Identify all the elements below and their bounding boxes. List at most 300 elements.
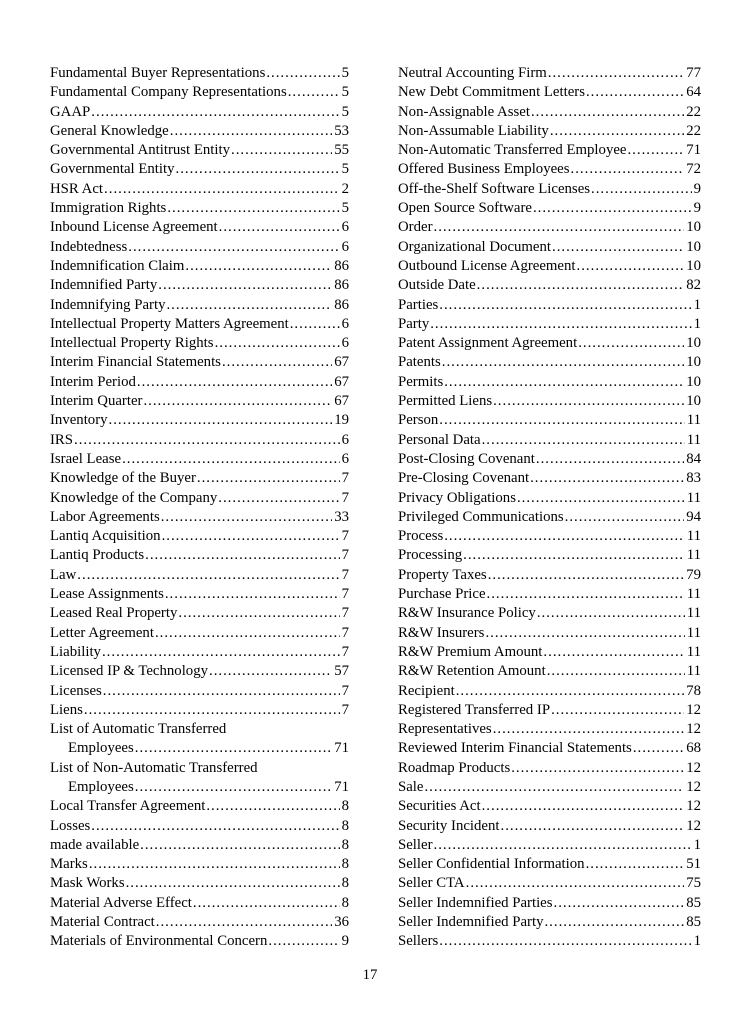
index-entry-line [50, 778, 349, 797]
dot-leader [551, 701, 684, 720]
page-ref: 22 [686, 103, 701, 120]
page-ref: 75 [686, 875, 701, 892]
page-ref: 1 [693, 315, 701, 332]
index-entry-line [50, 353, 349, 372]
index-term: Patents [398, 354, 441, 371]
index-entry [50, 141, 349, 160]
index-entry [50, 662, 349, 681]
page-ref: 10 [686, 354, 701, 371]
dot-leader [158, 276, 332, 295]
index-column-right [398, 64, 701, 952]
index-entry [50, 103, 349, 122]
page-ref: 86 [334, 296, 349, 313]
index-term: Party [398, 315, 430, 332]
dot-leader [176, 160, 340, 179]
index-term: Intellectual Property Rights [50, 335, 214, 352]
index-entry [50, 836, 349, 855]
index-entry-line [398, 894, 701, 913]
index-term: Indebtedness [50, 238, 128, 255]
index-term: Labor Agreements [50, 508, 160, 525]
dot-leader [439, 296, 691, 315]
dot-leader [511, 759, 684, 778]
index-term: Mask Works [50, 875, 125, 892]
index-entry [50, 334, 349, 353]
page-ref: 11 [686, 528, 701, 545]
index-entry-line [398, 546, 701, 565]
dot-leader [477, 276, 685, 295]
index-term: Inbound License Agreement [50, 219, 218, 236]
dot-leader [591, 180, 692, 199]
page-ref: 67 [334, 393, 349, 410]
index-term: Securities Act [398, 798, 481, 815]
index-entry [398, 585, 701, 604]
index-term: HSR Act [50, 180, 104, 197]
dot-leader [537, 604, 685, 623]
index-entry-line [398, 720, 701, 739]
index-entry-line [50, 392, 349, 411]
index-term: Patent Assignment Agreement [398, 335, 578, 352]
index-term: Liens [50, 701, 83, 718]
index-term: Process [398, 528, 444, 545]
index-entry-line [398, 64, 701, 83]
index-entry-line [398, 817, 701, 836]
page-ref: 72 [686, 161, 701, 178]
page-ref: 10 [686, 257, 701, 274]
dot-leader [536, 450, 684, 469]
dot-leader [215, 334, 340, 353]
index-entry [50, 392, 349, 411]
dot-leader [161, 508, 332, 527]
index-entry [50, 450, 349, 469]
index-entry-line [50, 817, 349, 836]
index-entry-line [50, 489, 349, 508]
page-ref: 6 [341, 315, 349, 332]
index-entry-line [398, 373, 701, 392]
index-entry-line [398, 739, 701, 758]
dot-leader [439, 932, 691, 951]
index-entry [398, 817, 701, 836]
index-entry [398, 489, 701, 508]
index-entry-line [50, 469, 349, 488]
index-entry [398, 778, 701, 797]
index-entry [398, 624, 701, 643]
index-entry [398, 199, 701, 218]
index-entry-line [50, 682, 349, 701]
index-entry [398, 759, 701, 778]
index-term-continuation: Employees [68, 778, 134, 795]
index-entry [398, 894, 701, 913]
index-entry-line [50, 566, 349, 585]
index-term: Inventory [50, 412, 108, 429]
page-ref: 7 [341, 701, 349, 718]
dot-leader [288, 83, 340, 102]
index-entry-line [398, 932, 701, 951]
index-entry [50, 180, 349, 199]
page-ref: 33 [334, 508, 349, 525]
dot-leader [104, 180, 340, 199]
index-term: Knowledge of the Company [50, 489, 218, 506]
index-entry-line [50, 141, 349, 160]
dot-leader [143, 392, 332, 411]
index-entry [398, 913, 701, 932]
page-ref: 71 [334, 740, 349, 757]
index-term: Processing [398, 547, 463, 564]
index-entry-line [50, 913, 349, 932]
index-entry-line [50, 218, 349, 237]
dot-leader [109, 411, 333, 430]
index-entry-line [398, 874, 701, 893]
dot-leader [543, 643, 684, 662]
dot-leader [266, 64, 339, 83]
page-ref: 5 [341, 103, 349, 120]
index-entry [50, 894, 349, 913]
index-entry-line [398, 122, 701, 141]
index-term: Interim Quarter [50, 393, 143, 410]
dot-leader [290, 315, 340, 334]
index-entry-line [50, 855, 349, 874]
index-entry [50, 604, 349, 623]
dot-leader [488, 566, 685, 585]
index-entry [398, 315, 701, 334]
dot-leader [74, 431, 340, 450]
dot-leader [145, 546, 339, 565]
page-ref: 11 [686, 489, 701, 506]
index-entry [398, 141, 701, 160]
page-ref: 11 [686, 605, 701, 622]
page-ref: 6 [341, 431, 349, 448]
index-term: Fundamental Company Representations [50, 84, 287, 101]
dot-leader [77, 566, 339, 585]
index-entry-line [50, 180, 349, 199]
page-ref: 67 [334, 373, 349, 390]
index-term: Off-the-Shelf Software Licenses [398, 180, 591, 197]
index-term: Fundamental Buyer Representations [50, 65, 266, 81]
index-entry [50, 257, 349, 276]
index-entry-line [398, 353, 701, 372]
page-ref: 85 [686, 914, 701, 931]
index-entry-line [50, 296, 349, 315]
index-entry [398, 797, 701, 816]
index-entry [50, 489, 349, 508]
index-entry [398, 180, 701, 199]
page-ref: 1 [693, 836, 701, 853]
dot-leader [550, 122, 684, 141]
index-term: Roadmap Products [398, 759, 511, 776]
dot-leader [91, 817, 339, 836]
index-entry-line [50, 160, 349, 179]
index-entry-line [50, 527, 349, 546]
page-ref: 5 [341, 161, 349, 178]
index-entry-line [398, 238, 701, 257]
index-term: Interim Period [50, 373, 136, 390]
index-entry [398, 682, 701, 701]
page-ref: 71 [686, 142, 701, 159]
index-entry-line [50, 334, 349, 353]
page-ref: 68 [686, 740, 701, 757]
page-ref: 7 [341, 566, 349, 583]
index-term: Purchase Price [398, 586, 486, 603]
index-entry-line [398, 797, 701, 816]
page-ref: 8 [341, 856, 349, 873]
index-entry [398, 874, 701, 893]
dot-leader [548, 64, 684, 83]
page-ref: 7 [341, 624, 349, 641]
page-ref: 9 [341, 933, 349, 950]
index-entry [398, 257, 701, 276]
index-entry [398, 83, 701, 102]
page-ref: 12 [686, 798, 701, 815]
dot-leader [586, 83, 684, 102]
index-term: General Knowledge [50, 122, 169, 139]
dot-leader [577, 257, 685, 276]
page-ref: 11 [686, 643, 701, 660]
index-entry-line [398, 624, 701, 643]
index-entry-line [50, 103, 349, 122]
page-ref: 64 [686, 84, 701, 101]
dot-leader [89, 855, 340, 874]
page-ref: 7 [341, 605, 349, 622]
dot-leader [533, 199, 692, 218]
index-term: Non-Automatic Transferred Employee [398, 142, 627, 159]
dot-leader [170, 122, 332, 141]
index-term: Sale [398, 778, 424, 795]
index-entry [50, 353, 349, 372]
index-entry [50, 585, 349, 604]
index-term: Parties [398, 296, 439, 313]
index-entry-line [50, 874, 349, 893]
index-entry [50, 122, 349, 141]
dot-leader [84, 701, 340, 720]
index-term: Leased Real Property [50, 605, 178, 622]
index-entry-line [398, 392, 701, 411]
index-term: Privileged Communications [398, 508, 564, 525]
page-ref: 10 [686, 373, 701, 390]
index-entry [398, 353, 701, 372]
page-ref: 8 [341, 875, 349, 892]
index-term: Non-Assumable Liability [398, 122, 549, 139]
index-entry-line [50, 604, 349, 623]
index-entry-line [398, 913, 701, 932]
page-ref: 11 [686, 412, 701, 429]
index-term: IRS [50, 431, 74, 448]
index-entry [50, 160, 349, 179]
page-ref: 11 [686, 431, 701, 448]
index-entry-line [50, 894, 349, 913]
page-ref: 1 [693, 933, 701, 950]
index-entry-line [50, 797, 349, 816]
dot-leader [444, 527, 685, 546]
dot-leader [485, 624, 684, 643]
index-term: Governmental Entity [50, 161, 175, 178]
page-ref: 86 [334, 277, 349, 294]
index-entry [50, 83, 349, 102]
index-entry-line [398, 160, 701, 179]
index-entry-line [50, 739, 349, 758]
dot-leader [578, 334, 684, 353]
dot-leader [493, 392, 684, 411]
dot-leader [231, 141, 332, 160]
dot-leader [91, 103, 339, 122]
page-ref: 9 [693, 180, 701, 197]
page-ref: 9 [693, 200, 701, 217]
index-term: Non-Assignable Asset [398, 103, 530, 120]
page-ref: 86 [334, 257, 349, 274]
index-entry-line [50, 932, 349, 951]
dot-leader [209, 662, 332, 681]
dot-leader [126, 874, 340, 893]
page-ref: 51 [686, 856, 701, 873]
dot-leader [122, 450, 340, 469]
dot-leader [517, 489, 685, 508]
dot-leader [482, 797, 685, 816]
index-entry-line [398, 411, 701, 430]
dot-leader [222, 353, 332, 372]
index-entry-line [398, 759, 701, 778]
index-term: Letter Agreement [50, 624, 154, 641]
index-entry-line [50, 624, 349, 643]
dot-leader [102, 643, 340, 662]
index-entry-line [50, 450, 349, 469]
dot-leader [197, 469, 340, 488]
index-entry [50, 527, 349, 546]
dot-leader [487, 585, 685, 604]
index-entry-line [398, 315, 701, 334]
index-term: Organizational Document [398, 238, 551, 255]
index-term: Seller [398, 836, 433, 853]
index-entry-line [398, 778, 701, 797]
dot-leader [627, 141, 684, 160]
index-term: List of Non-Automatic Transferred [50, 759, 258, 776]
index-entry [50, 817, 349, 836]
index-entry [50, 701, 349, 720]
index-term: Losses [50, 817, 91, 834]
index-entry [398, 855, 701, 874]
index-entry [398, 122, 701, 141]
index-entry [398, 720, 701, 739]
index-term: List of Automatic Transferred [50, 721, 227, 738]
page-ref: 57 [334, 663, 349, 680]
dot-leader [185, 257, 332, 276]
index-entry-line [50, 585, 349, 604]
index-entry-line [398, 180, 701, 199]
dot-leader [156, 913, 332, 932]
index-term: Order [398, 219, 433, 236]
page-ref: 11 [686, 586, 701, 603]
index-entry [398, 64, 701, 83]
page-ref: 12 [686, 759, 701, 776]
index-term: Israel Lease [50, 450, 122, 467]
page-ref: 78 [686, 682, 701, 699]
index-term: Lantiq Acquisition [50, 528, 161, 545]
page-ref: 84 [686, 450, 701, 467]
index-entry-line [50, 122, 349, 141]
index-entry [398, 238, 701, 257]
page-ref: 10 [686, 238, 701, 255]
index-entry [398, 276, 701, 295]
index-term: R&W Insurance Policy [398, 605, 536, 622]
index-entry [398, 836, 701, 855]
index-entry-line [398, 296, 701, 315]
index-entry [50, 682, 349, 701]
index-entry [398, 160, 701, 179]
page-ref: 7 [341, 643, 349, 660]
index-term: Seller Indemnified Party [398, 914, 544, 931]
index-term: made available [50, 836, 140, 853]
index-term: Material Contract [50, 914, 155, 931]
index-entry [398, 701, 701, 720]
index-term: Privacy Obligations [398, 489, 516, 506]
index-term: Lantiq Products [50, 547, 145, 564]
index-entry-line [398, 585, 701, 604]
page-ref: 10 [686, 393, 701, 410]
page-ref: 6 [341, 219, 349, 236]
index-term: Indemnified Party [50, 277, 158, 294]
index-term: Recipient [398, 682, 455, 699]
page-ref: 19 [334, 412, 349, 429]
index-entry-line [50, 836, 349, 855]
index-entry [50, 64, 349, 83]
index-entry [50, 199, 349, 218]
dot-leader [162, 527, 340, 546]
dot-leader [135, 739, 332, 758]
index-entry-line [398, 199, 701, 218]
index-term: Law [50, 566, 77, 583]
index-term: Knowledge of the Buyer [50, 470, 196, 487]
page-ref: 71 [334, 778, 349, 795]
index-entry [50, 373, 349, 392]
dot-leader [456, 682, 685, 701]
index-entry [398, 392, 701, 411]
index-entry-line [50, 238, 349, 257]
page-ref: 2 [341, 180, 349, 197]
dot-leader [268, 932, 339, 951]
page-ref: 7 [341, 547, 349, 564]
page-ref: 85 [686, 894, 701, 911]
index-entry [50, 508, 349, 527]
dot-leader [633, 739, 684, 758]
dot-leader [466, 874, 685, 893]
dot-leader [501, 817, 685, 836]
index-entry [398, 469, 701, 488]
index-term: Interim Financial Statements [50, 354, 221, 371]
index-entry [398, 739, 701, 758]
index-term: Person [398, 412, 439, 429]
index-entry-line [398, 334, 701, 353]
page-ref: 5 [341, 200, 349, 217]
index-entry [50, 566, 349, 585]
dot-leader [128, 238, 339, 257]
index-entry-line [398, 604, 701, 623]
page-ref: 10 [686, 219, 701, 236]
index-entry-line [50, 759, 349, 778]
index-entry [398, 334, 701, 353]
page-ref: 7 [341, 528, 349, 545]
index-term: Lease Assignments [50, 586, 164, 603]
index-term: Representatives [398, 721, 492, 738]
index-term: Governmental Antitrust Entity [50, 142, 231, 159]
index-entry [50, 315, 349, 334]
index-term: Seller CTA [398, 875, 465, 892]
dot-leader [424, 778, 684, 797]
page-ref: 6 [341, 238, 349, 255]
index-term: Material Adverse Effect [50, 894, 192, 911]
index-entry [50, 469, 349, 488]
index-entry [50, 932, 349, 951]
index-entry-line [50, 83, 349, 102]
index-term: Marks [50, 856, 88, 873]
dot-leader [165, 585, 340, 604]
page-ref: 77 [686, 65, 701, 81]
